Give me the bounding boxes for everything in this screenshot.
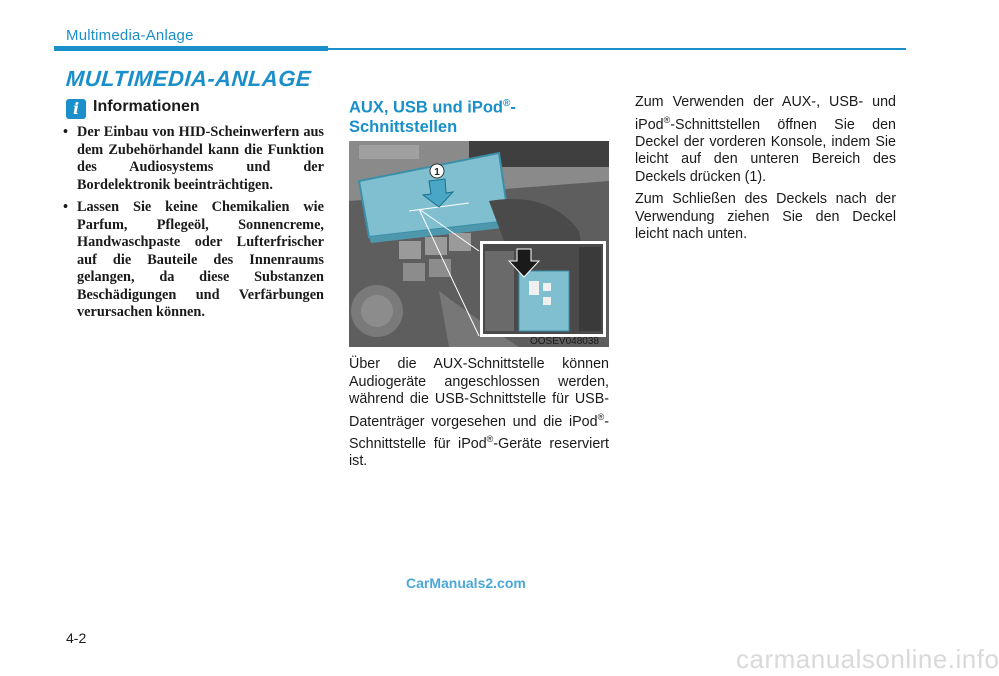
open-instruction xyxy=(635,94,896,186)
aux-description-part1: Über die AUX-Schnittstelle können Audiogeräte angeschlossen werden, während die USB-Schnittstelle für USB-Datenträger vorgesehen und die iPod xyxy=(349,356,609,430)
usage-instructions xyxy=(635,94,896,249)
section-heading-post: -Schnittstellen xyxy=(349,98,516,136)
page-number: 4-2 xyxy=(66,630,87,646)
section-heading-pre: AUX, USB und iPod xyxy=(349,98,503,117)
aux-description-part3: -Geräte reserviert ist. xyxy=(349,435,610,470)
header-rule-thick xyxy=(54,46,328,51)
registered-mark: ® xyxy=(597,411,605,422)
page-title: MULTIMEDIA-ANLAGE xyxy=(65,66,313,91)
watermark-link: CarManuals2.com xyxy=(406,575,526,591)
figure-code: OOSEV048038 xyxy=(530,336,599,347)
header-section-title: Multimedia-Anlage xyxy=(66,27,194,44)
registered-mark: ® xyxy=(486,433,494,444)
callout-number: 1 xyxy=(434,167,440,178)
header-rule-thin xyxy=(328,48,906,50)
open-instruction-post: -Schnittstellen öffnen Sie den Deckel der vorderen Konsole, indem Sie leicht auf den unteren Bereich des Deckels drücken (1). xyxy=(635,116,896,185)
info-heading: Informationen xyxy=(93,98,200,115)
info-bullet-item: • Der Einbau von HID-Scheinwerfern aus dem Zubehörhandel kann die Funktion des Audiosystems und der Bordelektronik beeinträchtigen. xyxy=(60,124,324,194)
close-instruction: Zum Schließen des Deckels nach der Verwendung ziehen Sie den Deckel leicht nach unten. xyxy=(635,191,896,243)
aux-description xyxy=(349,356,609,471)
info-icon: i xyxy=(66,99,86,119)
open-instruction-pre: Zum Verwenden der AUX-, USB- und iPod xyxy=(635,94,896,133)
registered-mark: ® xyxy=(503,98,511,109)
aux-description-part2: -Schnittstelle für iPod xyxy=(349,413,609,452)
footer-watermark: carmanualsonline.info xyxy=(736,644,999,674)
section-heading xyxy=(349,94,609,137)
registered-mark: ® xyxy=(663,114,671,125)
console-illustration xyxy=(349,141,609,347)
info-bullet-item: • Lassen Sie keine Chemikalien wie Parfum, Pflegeöl, Sonnencreme, Handwaschpaste oder Lufterfrischer auf die Bauteile des Innenraums gelangen, da diese Substanzen Beschädigungen und Verfärbungen verursachen können. xyxy=(60,199,324,322)
info-bullet-list xyxy=(60,124,324,327)
console-figure xyxy=(349,141,609,347)
